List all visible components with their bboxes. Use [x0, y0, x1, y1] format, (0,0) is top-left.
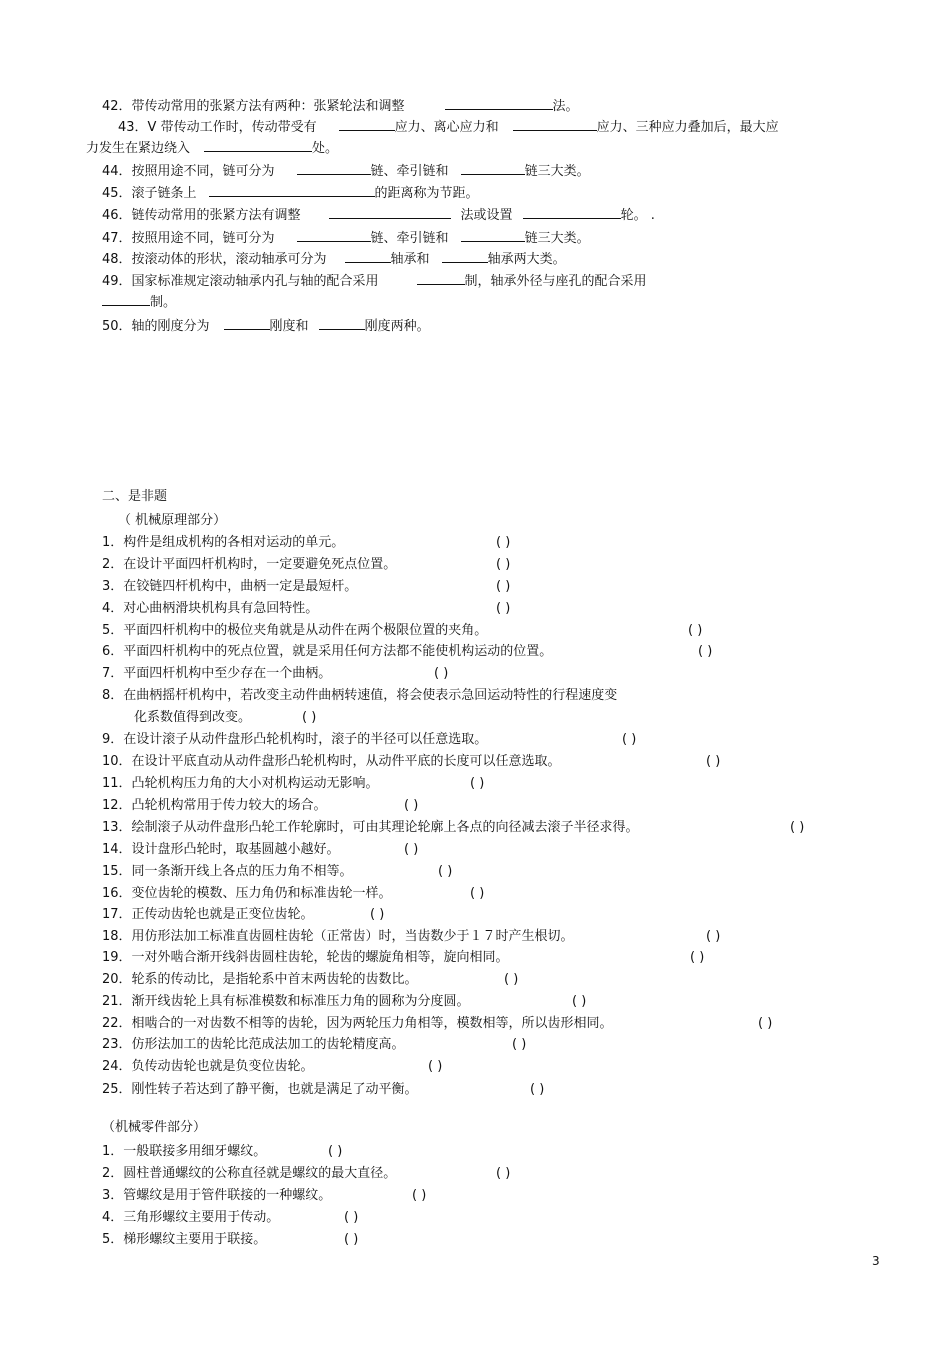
blank[interactable]: [329, 206, 451, 219]
question-44: 44．按照用途不同，链可分为 链、牵引链和 链三大类。: [102, 164, 590, 179]
blank[interactable]: [297, 162, 371, 175]
page-number: 3: [872, 1254, 880, 1268]
list-item: 12．凸轮机构常用于传力较大的场合。: [102, 798, 327, 813]
question-48: 48．按滚动体的形状，滚动轴承可分为 轴承和 轴承两大类。: [102, 252, 566, 267]
answer-bracket[interactable]: ( ): [370, 907, 385, 922]
question-45: 45．滚子链条上 的距离称为节距。: [102, 186, 479, 201]
list-item: 15．同一条渐开线上各点的压力角不相等。: [102, 864, 353, 879]
blank[interactable]: [102, 293, 150, 306]
answer-bracket[interactable]: ( ): [688, 623, 703, 638]
answer-bracket[interactable]: ( ): [504, 972, 519, 987]
list-item-continuation: 化系数值得到改变。: [134, 710, 252, 725]
list-item: 18．用仿形法加工标准直齿圆柱齿轮（正常齿）时，当齿数少于１７时产生根切。: [102, 929, 574, 944]
list-item: 4．三角形螺纹主要用于传动。: [102, 1210, 280, 1225]
answer-bracket[interactable]: ( ): [496, 601, 511, 616]
answer-bracket[interactable]: ( ): [404, 798, 419, 813]
list-item: 3．在铰链四杆机构中，曲柄一定是最短杆。: [102, 579, 358, 594]
answer-bracket[interactable]: ( ): [470, 886, 485, 901]
answer-bracket[interactable]: ( ): [530, 1082, 545, 1097]
blank[interactable]: [204, 139, 312, 152]
answer-bracket[interactable]: ( ): [470, 776, 485, 791]
list-item: 24．负传动齿轮也就是负变位齿轮。: [102, 1059, 314, 1074]
answer-bracket[interactable]: ( ): [496, 579, 511, 594]
list-item: 2．在设计平面四杆机构时，一定要避免死点位置。: [102, 557, 397, 572]
question-50: 50．轴的刚度分为 刚度和 刚度两种。: [102, 319, 430, 334]
list-item: 19．一对外啮合渐开线斜齿圆柱齿轮，轮齿的螺旋角相等，旋向相同。: [102, 950, 509, 965]
answer-bracket[interactable]: ( ): [706, 929, 721, 944]
question-49-line2: 制。: [102, 293, 176, 311]
list-item: 4．对心曲柄滑块机构具有急回特性。: [102, 601, 319, 616]
answer-bracket[interactable]: ( ): [428, 1059, 443, 1074]
section-title: 二、是非题: [102, 489, 168, 504]
list-item: 11．凸轮机构压力角的大小对机构运动无影响。: [102, 776, 379, 791]
blank[interactable]: [297, 229, 371, 242]
list-item: 5．平面四杆机构中的极位夹角就是从动件在两个极限位置的夹角。: [102, 623, 488, 638]
answer-bracket[interactable]: ( ): [496, 1166, 511, 1181]
answer-bracket[interactable]: ( ): [434, 666, 449, 681]
answer-bracket[interactable]: ( ): [302, 710, 317, 725]
list-item: 23．仿形法加工的齿轮比范成法加工的齿轮精度高。: [102, 1037, 405, 1052]
question-46: 46．链传动常用的张紧方法有调整 法或设置 轮。 .: [102, 208, 655, 223]
subsection-parts: （机械零件部分）: [102, 1120, 207, 1135]
list-item: 17．正传动齿轮也就是正变位齿轮。: [102, 907, 314, 922]
list-item: 20．轮系的传动比，是指轮系中首末两齿轮的齿数比。: [102, 972, 418, 987]
answer-bracket[interactable]: ( ): [344, 1210, 359, 1225]
answer-bracket[interactable]: ( ): [344, 1232, 359, 1247]
list-item: 9．在设计滚子从动件盘形凸轮机构时，滚子的半径可以任意选取。: [102, 732, 488, 747]
blank[interactable]: [445, 97, 553, 110]
blank[interactable]: [339, 118, 395, 131]
answer-bracket[interactable]: ( ): [404, 842, 419, 857]
answer-bracket[interactable]: ( ): [328, 1144, 343, 1159]
answer-bracket[interactable]: ( ): [698, 644, 713, 659]
blank[interactable]: [461, 162, 525, 175]
answer-bracket[interactable]: ( ): [438, 864, 453, 879]
list-item: 1．构件是组成机构的各相对运动的单元。: [102, 535, 345, 550]
answer-bracket[interactable]: ( ): [790, 820, 805, 835]
question-49-line1: 49．国家标准规定滚动轴承内孔与轴的配合采用 制，轴承外径与座孔的配合采用: [102, 274, 647, 289]
list-item: 5．梯形螺纹主要用于联接。: [102, 1232, 267, 1247]
list-item: 22．相啮合的一对齿数不相等的齿轮，因为两轮压力角相等，模数相等，所以齿形相同。: [102, 1016, 613, 1031]
list-item: 16．变位齿轮的模数、压力角仍和标准齿轮一样。: [102, 886, 392, 901]
answer-bracket[interactable]: ( ): [622, 732, 637, 747]
list-item: 8．在曲柄摇杆机构中，若改变主动件曲柄转速值，将会使表示急回运动特性的行程速度变: [102, 688, 618, 703]
answer-bracket[interactable]: ( ): [706, 754, 721, 769]
blank[interactable]: [513, 118, 597, 131]
blank[interactable]: [345, 250, 391, 263]
answer-bracket[interactable]: ( ): [572, 994, 587, 1009]
list-item: 1．一般联接多用细牙螺纹。: [102, 1144, 267, 1159]
answer-bracket[interactable]: ( ): [412, 1188, 427, 1203]
blank[interactable]: [224, 317, 270, 330]
list-item: 14．设计盘形凸轮时，取基圆越小越好。: [102, 842, 340, 857]
list-item: 6．平面四杆机构中的死点位置，就是采用任何方法都不能使机构运动的位置。: [102, 644, 553, 659]
blank[interactable]: [442, 250, 488, 263]
list-item: 10．在设计平底直动从动件盘形凸轮机构时，从动件平底的长度可以任意选取。: [102, 754, 561, 769]
list-item: 7．平面四杆机构中至少存在一个曲柄。: [102, 666, 332, 681]
list-item: 2．圆柱普通螺纹的公称直径就是螺纹的最大直径。: [102, 1166, 397, 1181]
question-43-line1: 43．V 带传动工作时，传动带受有 应力、离心应力和 应力、三种应力叠加后，最大应: [118, 120, 779, 135]
answer-bracket[interactable]: ( ): [512, 1037, 527, 1052]
list-item: 21．渐开线齿轮上具有标准模数和标准压力角的圆称为分度圆。: [102, 994, 470, 1009]
list-item: 25．刚性转子若达到了静平衡，也就是满足了动平衡。: [102, 1082, 418, 1097]
question-47: 47．按照用途不同，链可分为 链、牵引链和 链三大类。: [102, 231, 590, 246]
blank[interactable]: [209, 184, 375, 197]
answer-bracket[interactable]: ( ): [690, 950, 705, 965]
blank[interactable]: [523, 206, 621, 219]
question-43-line2: 力发生在紧边绕入 处。: [86, 141, 339, 156]
blank[interactable]: [417, 272, 465, 285]
answer-bracket[interactable]: ( ): [758, 1016, 773, 1031]
answer-bracket[interactable]: ( ): [496, 557, 511, 572]
answer-bracket[interactable]: ( ): [496, 535, 511, 550]
list-item: 3．管螺纹是用于管件联接的一种螺纹。: [102, 1188, 332, 1203]
list-item: 13．绘制滚子从动件盘形凸轮工作轮廓时，可由其理论轮廓上各点的向径减去滚子半径求得。: [102, 820, 639, 835]
blank[interactable]: [319, 317, 365, 330]
subsection-principle: （ 机械原理部分）: [118, 513, 227, 528]
question-42: 42．带传动常用的张紧方法有两种：张紧轮法和调整 法。: [102, 99, 579, 114]
blank[interactable]: [461, 229, 525, 242]
